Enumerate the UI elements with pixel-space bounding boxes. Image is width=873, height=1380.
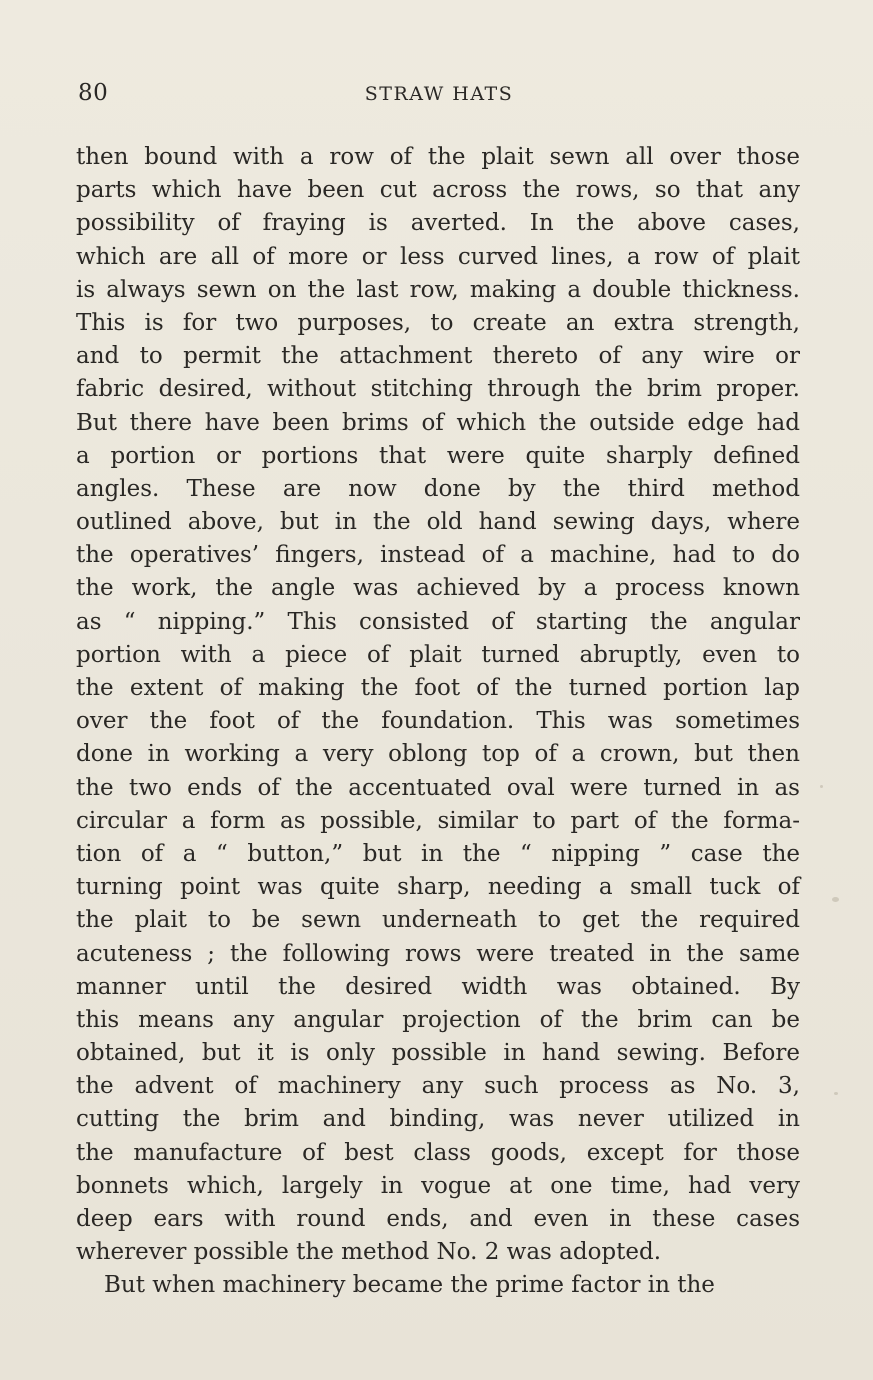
text-line: This is for two purposes, to create an extra strength,	[76, 309, 800, 336]
paper-speck	[834, 1092, 838, 1095]
text-line: over the foot of the foundation. This was sometimes	[76, 708, 800, 735]
text-line: cutting the brim and binding, was never utilized in	[76, 1106, 800, 1133]
body-text	[76, 141, 800, 1303]
text-line: circular a form as possible, similar to part of the forma-	[76, 807, 800, 834]
text-line: portion with a piece of plait turned abruptly, even to	[76, 641, 800, 668]
text-line: this means any angular projection of the brim can be	[76, 1006, 800, 1033]
text-line: as “ nipping.” This consisted of starting the angular	[76, 608, 800, 635]
text-line: done in working a very oblong top of a crown, but then	[76, 741, 800, 768]
page-header	[78, 80, 800, 110]
text-line: tion of a “ button,” but in the “ nipping ” case the	[76, 840, 800, 867]
text-line: then bound with a row of the plait sewn all over those	[76, 144, 800, 170]
text-line: But when machinery became the prime factor in the	[104, 1272, 715, 1299]
text-line: the operatives’ fingers, instead of a machine, had to do	[76, 542, 800, 569]
text-line: the plait to be sewn underneath to get the required	[76, 907, 800, 934]
text-line: a portion or portions that were quite sharply defined	[76, 442, 800, 469]
text-line: obtained, but it is only possible in hand sewing. Before	[76, 1040, 800, 1067]
text-line: wherever possible the method No. 2 was adopted.	[76, 1239, 662, 1266]
text-line: turning point was quite sharp, needing a small tuck of	[76, 874, 800, 901]
text-line: But there have been brims of which the outside edge had	[76, 409, 800, 436]
text-line: the advent of machinery any such process as No. 3,	[76, 1073, 800, 1100]
text-line: angles. These are now done by the third method	[76, 475, 800, 502]
text-line: possibility of fraying is averted. In the above cases,	[76, 210, 800, 237]
paper-speck	[832, 897, 839, 902]
text-line: fabric desired, without stitching through the brim proper.	[76, 376, 800, 403]
text-line: is always sewn on the last row, making a double thickness.	[76, 276, 800, 303]
text-line: deep ears with round ends, and even in these cases	[76, 1206, 800, 1232]
text-line: the work, the angle was achieved by a process known	[76, 575, 800, 602]
running-head: STRAW HATS	[364, 83, 514, 105]
text-line: manner until the desired width was obtained. By	[76, 973, 800, 1000]
text-line: which are all of more or less curved lines, a row of plait	[76, 243, 800, 270]
text-line: the manufacture of best class goods, except for those	[76, 1139, 800, 1166]
text-line: bonnets which, largely in vogue at one time, had very	[76, 1172, 800, 1199]
text-line: and to permit the attachment thereto of any wire or	[76, 343, 800, 370]
text-line: acuteness ; the following rows were treated in the same	[76, 940, 800, 967]
text-line: the two ends of the accentuated oval were turned in as	[76, 774, 800, 801]
text-line: parts which have been cut across the rows, so that any	[76, 177, 800, 204]
paper-speck	[820, 785, 823, 788]
text-line: the extent of making the foot of the turned portion lap	[76, 675, 800, 701]
text-line: outlined above, but in the old hand sewing days, where	[76, 509, 800, 536]
page-number: 80	[78, 80, 109, 106]
